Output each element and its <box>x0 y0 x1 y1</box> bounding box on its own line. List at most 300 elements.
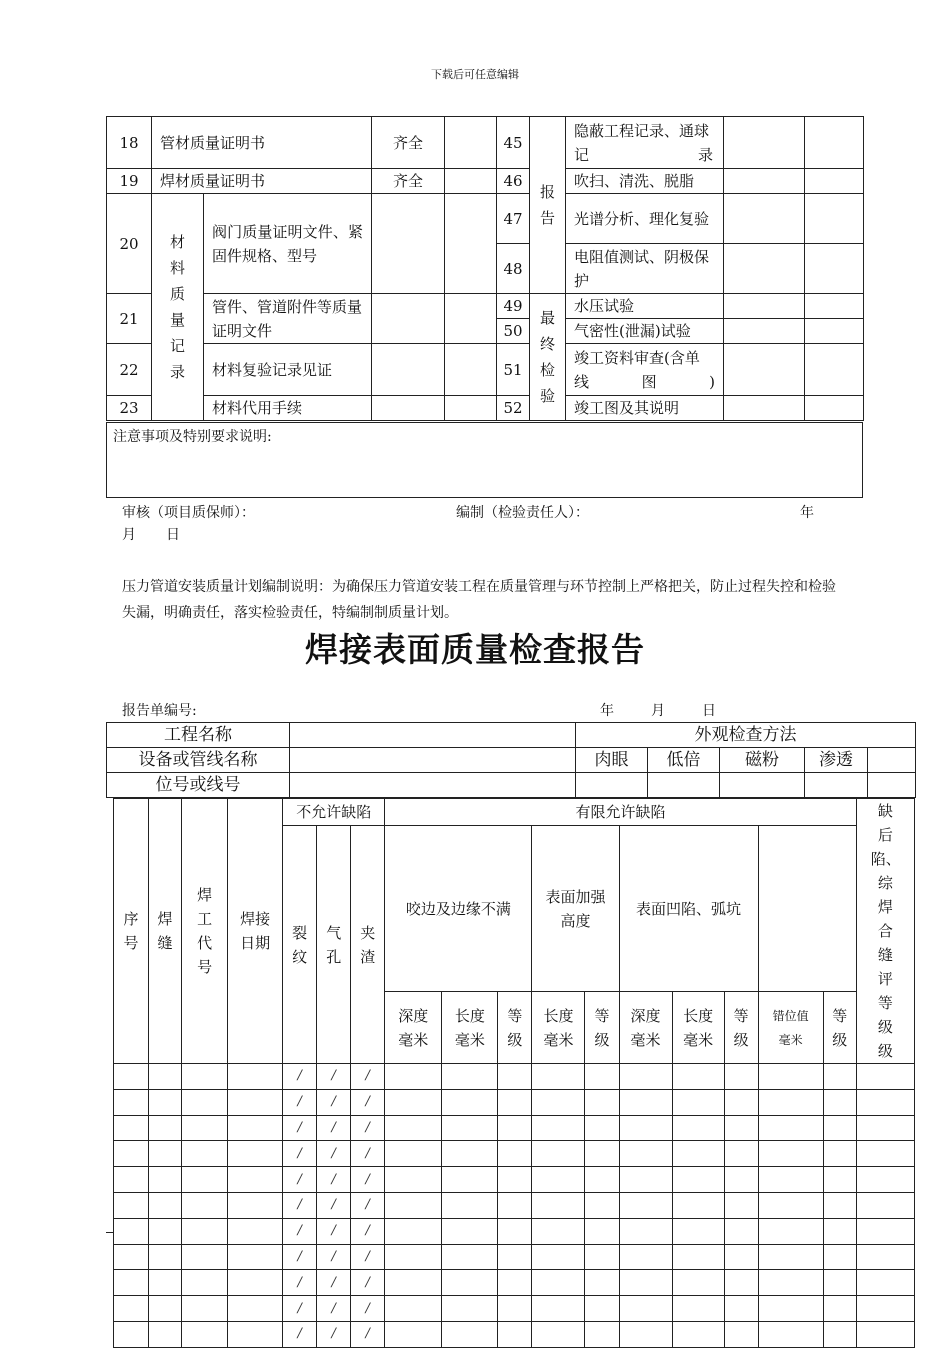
blank-cell <box>442 1167 498 1193</box>
method-penetrant: 渗透 <box>805 748 868 773</box>
blank-cell <box>672 1296 724 1322</box>
col-reinforcement: 表面加强高度 <box>532 826 619 992</box>
slash-cell: / <box>283 1270 317 1296</box>
blank-cell <box>619 1141 672 1167</box>
row-no: 51 <box>497 344 530 396</box>
blank-cell <box>114 1244 149 1270</box>
sign-year: 年 <box>800 505 814 521</box>
blank-cell <box>805 244 864 294</box>
item-name: 竣工资料审查(含单 线 图 ) <box>566 344 724 396</box>
item-name: 吹扫、清洗、脱脂 <box>566 169 724 194</box>
blank-cell <box>532 1270 585 1296</box>
table-row <box>114 1296 915 1322</box>
blank-cell <box>498 1244 532 1270</box>
slash-cell: / <box>351 1244 385 1270</box>
blank-cell <box>149 1321 182 1347</box>
blank-cell <box>532 1321 585 1347</box>
slash-cell: / <box>317 1321 351 1347</box>
table-corner-line <box>106 1232 114 1233</box>
blank-cell <box>585 1321 619 1347</box>
blank-cell <box>228 1089 283 1115</box>
blank-cell <box>149 1089 182 1115</box>
table-row <box>114 1270 915 1296</box>
blank-cell <box>182 1192 228 1218</box>
item-name: 竣工图及其说明 <box>566 396 724 421</box>
blank-cell <box>114 1270 149 1296</box>
blank-cell <box>672 1218 724 1244</box>
blank-cell <box>385 1218 442 1244</box>
slash-cell: / <box>351 1167 385 1193</box>
plan-description: 压力管道安装质量计划编制说明：为确保压力管道安装工程在质量管理与环节控制上严格把关，防止过程失控和检验失漏，明确责任，落实检验责任，特编制制质量计划。 <box>122 579 836 621</box>
blank-cell <box>532 1064 585 1090</box>
slash-cell: / <box>351 1270 385 1296</box>
blank-cell <box>149 1141 182 1167</box>
blank-cell <box>576 773 648 798</box>
blank-cell <box>758 1321 823 1347</box>
blank-cell <box>442 1244 498 1270</box>
blank-cell <box>724 1167 758 1193</box>
notes-label: 注意事项及特别要求说明: <box>113 429 272 445</box>
blank-cell <box>372 396 445 421</box>
blank-cell <box>182 1167 228 1193</box>
blank-cell <box>672 1089 724 1115</box>
blank-cell <box>182 1115 228 1141</box>
blank-cell <box>182 1141 228 1167</box>
blank-cell <box>823 1321 856 1347</box>
notes-box <box>106 422 863 498</box>
table-row <box>114 1089 915 1115</box>
blank-cell <box>823 1270 856 1296</box>
blank-cell <box>856 1244 914 1270</box>
blank-cell <box>805 194 864 244</box>
slash-cell: / <box>317 1167 351 1193</box>
blank-cell <box>823 1141 856 1167</box>
download-note: 下载后可任意编辑 <box>431 68 519 81</box>
slash-cell: / <box>283 1089 317 1115</box>
defect-table <box>113 798 915 1348</box>
item-status: 齐全 <box>372 117 445 169</box>
col-depth-mm: 深度毫米 <box>619 992 672 1064</box>
row-no: 45 <box>497 117 530 169</box>
blank-cell <box>445 169 497 194</box>
item-name: 阀门质量证明文件、紧固件规格、型号 <box>204 194 372 294</box>
blank-cell <box>385 1270 442 1296</box>
slash-cell: / <box>317 1296 351 1322</box>
equipment-name-label: 设备或管线名称 <box>107 748 290 773</box>
blank-cell <box>372 194 445 294</box>
blank-cell <box>758 1064 823 1090</box>
blank-cell <box>498 1115 532 1141</box>
blank-cell <box>498 1218 532 1244</box>
item-name: 隐蔽工程记录、通球 记 录 <box>566 117 724 169</box>
slash-cell: / <box>317 1141 351 1167</box>
blank-cell <box>385 1244 442 1270</box>
blank-cell <box>823 1244 856 1270</box>
blank-cell <box>182 1218 228 1244</box>
slash-cell: / <box>317 1064 351 1090</box>
slash-cell: / <box>317 1244 351 1270</box>
blank-cell <box>758 826 856 992</box>
table-row <box>114 1141 915 1167</box>
blank-cell <box>442 1141 498 1167</box>
row-no: 49 <box>497 294 530 319</box>
quality-plan-table <box>106 116 864 421</box>
blank-cell <box>619 1089 672 1115</box>
blank-cell <box>758 1167 823 1193</box>
compile-label: 编制（检验责任人）： <box>456 505 589 521</box>
blank-cell <box>724 1141 758 1167</box>
blank-cell <box>385 1192 442 1218</box>
blank-cell <box>805 117 864 169</box>
slash-cell: / <box>283 1115 317 1141</box>
slash-cell: / <box>351 1192 385 1218</box>
blank-cell <box>724 319 805 344</box>
review-label: 审核（项目质保师）： <box>122 505 255 521</box>
col-depth-mm: 深度毫米 <box>385 992 442 1064</box>
blank-cell <box>114 1141 149 1167</box>
position-no-label: 位号或线号 <box>107 773 290 798</box>
blank-cell <box>758 1089 823 1115</box>
method-magnetic: 磁粉 <box>720 748 805 773</box>
blank-cell <box>442 1064 498 1090</box>
blank-cell <box>114 1089 149 1115</box>
project-name-value <box>290 723 576 748</box>
blank-cell <box>724 117 805 169</box>
blank-cell <box>372 294 445 344</box>
blank-cell <box>149 1192 182 1218</box>
group-report: 报告 <box>530 117 566 294</box>
blank-cell <box>498 1141 532 1167</box>
report-year: 年 <box>600 703 614 719</box>
blank-cell <box>758 1270 823 1296</box>
blank-cell <box>228 1141 283 1167</box>
blank-cell <box>442 1270 498 1296</box>
blank-cell <box>805 319 864 344</box>
blank-cell <box>182 1296 228 1322</box>
blank-cell <box>856 1167 914 1193</box>
blank-cell <box>385 1167 442 1193</box>
blank-cell <box>672 1244 724 1270</box>
blank-cell <box>114 1192 149 1218</box>
blank-cell <box>385 1089 442 1115</box>
col-welder-code: 焊工代号 <box>182 799 228 1064</box>
blank-cell <box>585 1296 619 1322</box>
blank-cell <box>868 748 916 773</box>
item-name: 光谱分析、理化复验 <box>566 194 724 244</box>
blank-cell <box>724 1115 758 1141</box>
blank-cell <box>805 344 864 396</box>
blank-cell <box>228 1192 283 1218</box>
method-title: 外观检查方法 <box>576 723 916 748</box>
col-grade: 等级 <box>724 992 758 1064</box>
col-weld: 焊缝 <box>149 799 182 1064</box>
blank-cell <box>532 1218 585 1244</box>
blank-cell <box>442 1296 498 1322</box>
col-not-allowed: 不允许缺陷 <box>283 799 385 826</box>
col-limited: 有限允许缺陷 <box>385 799 857 826</box>
col-crack: 裂纹 <box>283 826 317 1064</box>
blank-cell <box>758 1296 823 1322</box>
blank-cell <box>442 1192 498 1218</box>
blank-cell <box>724 194 805 244</box>
method-low-magnification: 低倍 <box>648 748 720 773</box>
report-title: 焊接表面质量检查报告 <box>305 630 645 669</box>
blank-cell <box>758 1141 823 1167</box>
blank-cell <box>149 1167 182 1193</box>
slash-cell: / <box>283 1064 317 1090</box>
blank-cell <box>856 1192 914 1218</box>
blank-cell <box>619 1218 672 1244</box>
blank-cell <box>823 1089 856 1115</box>
blank-cell <box>724 1089 758 1115</box>
item-name: 管件、管道附件等质量证明文件 <box>204 294 372 344</box>
slash-cell: / <box>351 1321 385 1347</box>
blank-cell <box>856 1115 914 1141</box>
row-no: 48 <box>497 244 530 294</box>
blank-cell <box>149 1064 182 1090</box>
group-material: 材料质量记录 <box>152 194 204 421</box>
item-name: 水压试验 <box>566 294 724 319</box>
blank-cell <box>114 1218 149 1244</box>
col-grade: 等级 <box>498 992 532 1064</box>
blank-cell <box>182 1089 228 1115</box>
slash-cell: / <box>317 1192 351 1218</box>
slash-cell: / <box>351 1296 385 1322</box>
blank-cell <box>498 1089 532 1115</box>
blank-cell <box>228 1167 283 1193</box>
col-length-mm: 长度毫米 <box>532 992 585 1064</box>
blank-cell <box>445 396 497 421</box>
blank-cell <box>532 1167 585 1193</box>
project-info-table <box>106 722 916 798</box>
row-no: 23 <box>107 396 152 421</box>
blank-cell <box>585 1115 619 1141</box>
blank-cell <box>672 1115 724 1141</box>
item-name: 管材质量证明书 <box>152 117 372 169</box>
blank-cell <box>823 1192 856 1218</box>
blank-cell <box>585 1192 619 1218</box>
blank-cell <box>149 1244 182 1270</box>
blank-cell <box>805 396 864 421</box>
blank-cell <box>724 1296 758 1322</box>
blank-cell <box>182 1244 228 1270</box>
blank-cell <box>228 1270 283 1296</box>
blank-cell <box>856 1089 914 1115</box>
blank-cell <box>498 1270 532 1296</box>
blank-cell <box>619 1296 672 1322</box>
col-pore: 气孔 <box>317 826 351 1064</box>
blank-cell <box>149 1270 182 1296</box>
blank-cell <box>805 294 864 319</box>
blank-cell <box>182 1321 228 1347</box>
blank-cell <box>114 1167 149 1193</box>
table-row <box>114 1321 915 1347</box>
blank-cell <box>228 1244 283 1270</box>
table-row <box>114 1115 915 1141</box>
row-no: 52 <box>497 396 530 421</box>
blank-cell <box>619 1064 672 1090</box>
blank-cell <box>385 1296 442 1322</box>
col-weld-date: 焊接日期 <box>228 799 283 1064</box>
blank-cell <box>445 344 497 396</box>
position-no-value <box>290 773 576 798</box>
blank-cell <box>856 1141 914 1167</box>
blank-cell <box>724 244 805 294</box>
blank-cell <box>672 1270 724 1296</box>
blank-cell <box>532 1141 585 1167</box>
blank-cell <box>585 1167 619 1193</box>
blank-cell <box>498 1064 532 1090</box>
blank-cell <box>532 1115 585 1141</box>
blank-cell <box>445 294 497 344</box>
blank-cell <box>672 1141 724 1167</box>
blank-cell <box>228 1321 283 1347</box>
item-name: 电阻值测试、阴极保护 <box>566 244 724 294</box>
blank-cell <box>149 1218 182 1244</box>
blank-cell <box>672 1192 724 1218</box>
blank-cell <box>442 1089 498 1115</box>
blank-cell <box>114 1296 149 1322</box>
blank-cell <box>114 1064 149 1090</box>
blank-cell <box>532 1296 585 1322</box>
blank-cell <box>758 1218 823 1244</box>
blank-cell <box>532 1244 585 1270</box>
row-no: 18 <box>107 117 152 169</box>
blank-cell <box>805 169 864 194</box>
blank-cell <box>182 1064 228 1090</box>
item-name: 气密性(泄漏)试验 <box>566 319 724 344</box>
blank-cell <box>856 1270 914 1296</box>
col-grade: 等级 <box>585 992 619 1064</box>
blank-cell <box>114 1115 149 1141</box>
blank-cell <box>385 1141 442 1167</box>
col-length-mm: 长度毫米 <box>672 992 724 1064</box>
blank-cell <box>619 1192 672 1218</box>
row-no: 21 <box>107 294 152 344</box>
blank-cell <box>672 1064 724 1090</box>
col-misalign-mm: 错位值毫米 <box>758 992 823 1064</box>
blank-cell <box>442 1115 498 1141</box>
blank-cell <box>228 1296 283 1322</box>
blank-cell <box>619 1321 672 1347</box>
blank-cell <box>720 773 805 798</box>
blank-cell <box>498 1167 532 1193</box>
blank-cell <box>498 1192 532 1218</box>
row-no: 50 <box>497 319 530 344</box>
blank-cell <box>823 1218 856 1244</box>
slash-cell: / <box>283 1296 317 1322</box>
blank-cell <box>758 1244 823 1270</box>
col-seq: 序号 <box>114 799 149 1064</box>
blank-cell <box>445 194 497 294</box>
blank-cell <box>585 1218 619 1244</box>
blank-cell <box>372 344 445 396</box>
blank-cell <box>856 1296 914 1322</box>
blank-cell <box>724 396 805 421</box>
blank-cell <box>228 1218 283 1244</box>
slash-cell: / <box>283 1192 317 1218</box>
table-row <box>114 1192 915 1218</box>
blank-cell <box>585 1270 619 1296</box>
slash-cell: / <box>283 1244 317 1270</box>
blank-cell <box>823 1115 856 1141</box>
blank-cell <box>619 1167 672 1193</box>
slash-cell: / <box>317 1218 351 1244</box>
blank-cell <box>672 1321 724 1347</box>
blank-cell <box>724 169 805 194</box>
blank-cell <box>758 1192 823 1218</box>
blank-cell <box>498 1296 532 1322</box>
blank-cell <box>228 1064 283 1090</box>
blank-cell <box>585 1089 619 1115</box>
blank-cell <box>724 1192 758 1218</box>
slash-cell: / <box>317 1115 351 1141</box>
blank-cell <box>672 1167 724 1193</box>
group-final-inspection: 最终检验 <box>530 294 566 421</box>
blank-cell <box>149 1115 182 1141</box>
blank-cell <box>385 1115 442 1141</box>
blank-cell <box>228 1115 283 1141</box>
blank-cell <box>442 1218 498 1244</box>
project-name-label: 工程名称 <box>107 723 290 748</box>
method-naked-eye: 肉眼 <box>576 748 648 773</box>
slash-cell: / <box>351 1064 385 1090</box>
blank-cell <box>442 1321 498 1347</box>
col-undercut: 咬边及边缘不满 <box>385 826 532 992</box>
blank-cell <box>648 773 720 798</box>
blank-cell <box>619 1244 672 1270</box>
slash-cell: / <box>351 1218 385 1244</box>
item-name: 焊材质量证明书 <box>152 169 372 194</box>
blank-cell <box>724 1244 758 1270</box>
blank-cell <box>724 1270 758 1296</box>
slash-cell: / <box>351 1089 385 1115</box>
sign-month: 月 <box>122 527 136 543</box>
blank-cell <box>868 773 916 798</box>
blank-cell <box>823 1296 856 1322</box>
slash-cell: / <box>283 1218 317 1244</box>
slash-cell: / <box>351 1141 385 1167</box>
blank-cell <box>532 1089 585 1115</box>
report-day: 日 <box>702 703 716 719</box>
blank-cell <box>182 1270 228 1296</box>
slash-cell: / <box>317 1089 351 1115</box>
blank-cell <box>585 1244 619 1270</box>
slash-cell: / <box>283 1141 317 1167</box>
blank-cell <box>724 1218 758 1244</box>
blank-cell <box>856 1218 914 1244</box>
blank-cell <box>724 1321 758 1347</box>
row-no: 47 <box>497 194 530 244</box>
blank-cell <box>498 1321 532 1347</box>
table-row <box>114 1167 915 1193</box>
blank-cell <box>805 773 868 798</box>
blank-cell <box>114 1321 149 1347</box>
sign-day: 日 <box>166 527 180 543</box>
row-no: 20 <box>107 194 152 294</box>
slash-cell: / <box>283 1167 317 1193</box>
slash-cell: / <box>351 1115 385 1141</box>
row-no: 46 <box>497 169 530 194</box>
blank-cell <box>856 1321 914 1347</box>
equipment-name-value <box>290 748 576 773</box>
blank-cell <box>585 1064 619 1090</box>
blank-cell <box>532 1192 585 1218</box>
blank-cell <box>619 1270 672 1296</box>
col-slag: 夹渣 <box>351 826 385 1064</box>
blank-cell <box>856 1064 914 1090</box>
blank-cell <box>385 1064 442 1090</box>
